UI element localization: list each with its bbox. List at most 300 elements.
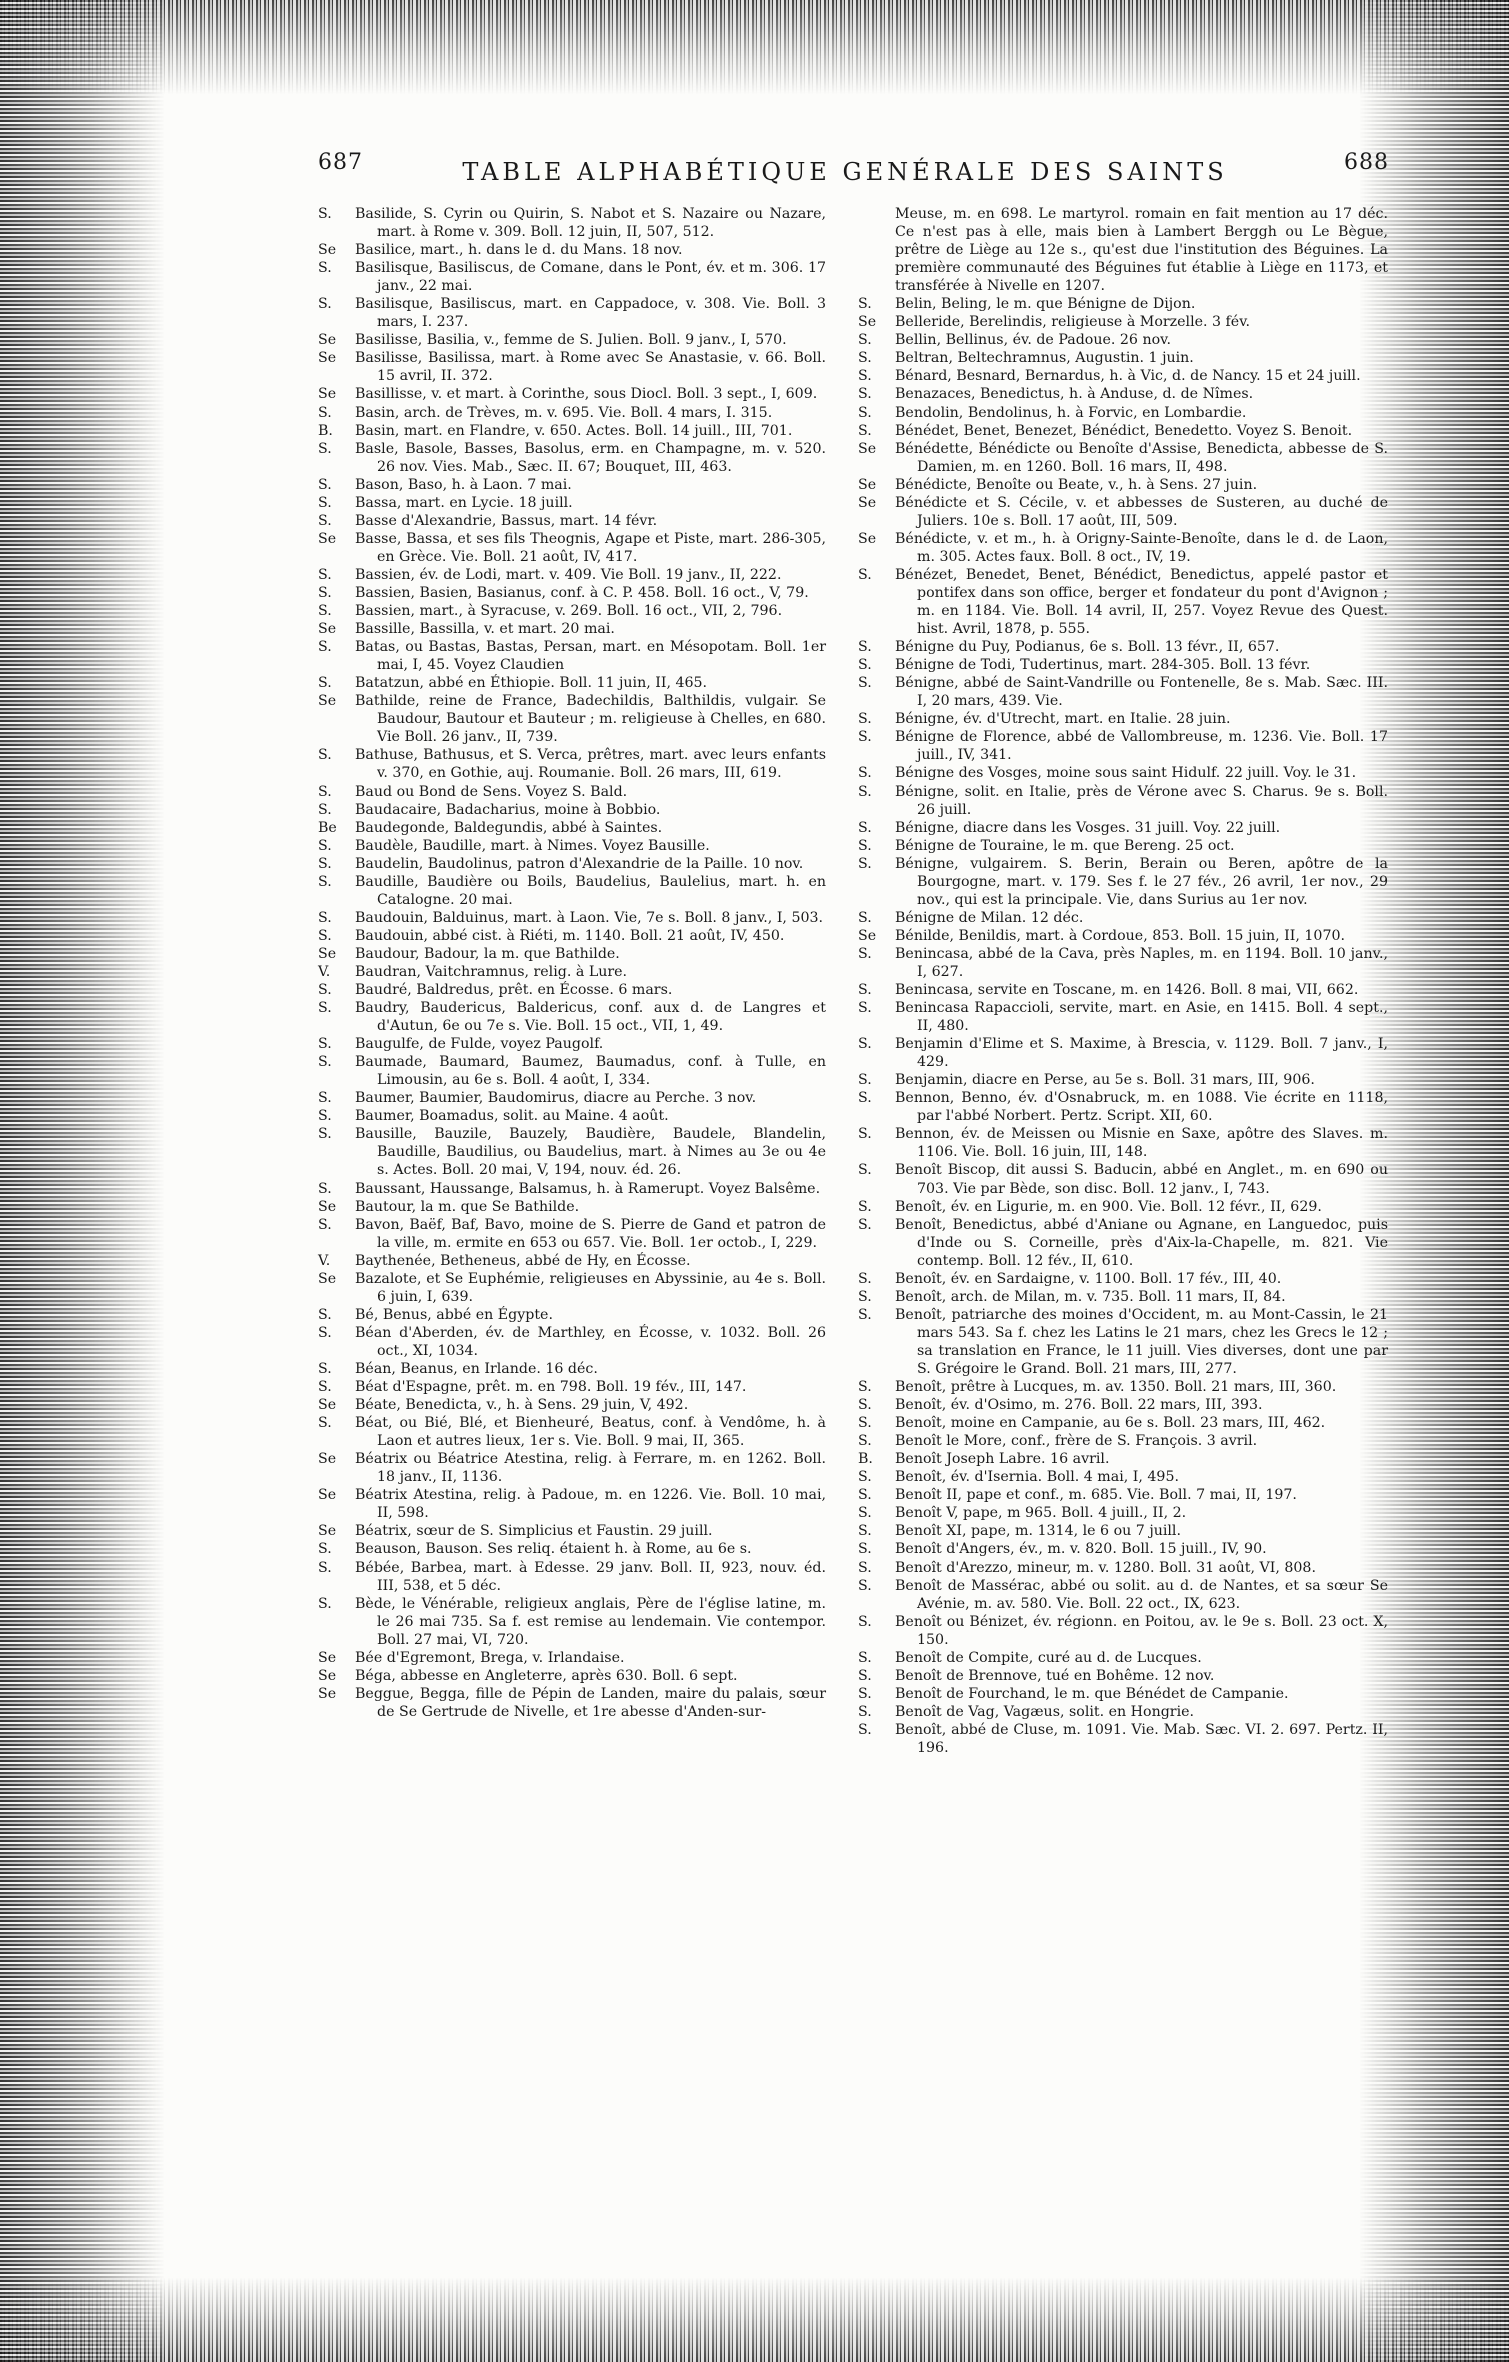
entry-text: Baudèle, Baudille, mart. à Nimes. Voyez Bausille.: [355, 837, 710, 854]
index-entry: [858, 566, 1388, 638]
entry-prefix: S.: [858, 332, 872, 349]
entry-prefix: S.: [318, 855, 332, 872]
entry-prefix: S.: [318, 1126, 332, 1143]
index-entry: [858, 855, 1388, 909]
entry-prefix: S.: [858, 1703, 872, 1720]
index-entry: [318, 873, 826, 909]
entry-text: Benoît d'Angers, év., m. v. 820. Boll. 15 juill., IV, 90.: [895, 1541, 1267, 1558]
entry-prefix: S.: [318, 512, 332, 529]
index-entry: [318, 566, 826, 584]
entry-text: Beltran, Beltechramnus, Augustin. 1 juin.: [895, 350, 1194, 367]
index-entry: [858, 349, 1388, 367]
entry-prefix: S.: [318, 206, 332, 222]
page-number-right: 688: [1344, 150, 1389, 175]
page-number-left: 687: [318, 150, 363, 175]
entry-text: Baythenée, Betheneus, abbé de Hy, en Écosse.: [355, 1252, 691, 1269]
entry-prefix: S.: [858, 296, 872, 313]
entry-text: Baudille, Baudière ou Boils, Baudelius, Baulelius, mart. h. en Catalogne. 20 mai.: [355, 873, 826, 908]
index-entry: [318, 1053, 826, 1089]
entry-prefix: S.: [318, 296, 332, 313]
entry-prefix: S.: [858, 1487, 872, 1504]
entry-text: Béan, Beanus, en Irlande. 16 déc.: [355, 1361, 598, 1377]
index-entry: [318, 638, 826, 674]
entry-prefix: S.: [858, 1541, 872, 1558]
index-entry: [318, 1107, 826, 1125]
entry-text: Meuse, m. en 698. Le martyrol. romain en fait mention au 17 déc. Ce n'est pas à elle, mais bien à Lambert Berggh ou Le Bègue, prêtre de Liège au 12e s., qu'est due l'institution des Béguines. La première communauté des Béguines fut établie à Liège en 1173, et transférée à Nivelle en 1207.: [895, 206, 1388, 295]
entry-prefix: Se: [858, 530, 877, 547]
index-entry: [318, 331, 826, 349]
entry-prefix: Se: [318, 1198, 337, 1215]
entry-text: Basilisse, Basilissa, mart. à Rome avec Se Anastasie, v. 66. Boll. 15 avril, II. 372.: [355, 350, 826, 385]
entry-text: Basilice, mart., h. dans le d. du Mans. 18 nov.: [355, 242, 683, 259]
entry-text: Basilisque, Basiliscus, mart. en Cappadoce, v. 308. Vie. Boll. 3 mars, I. 237.: [355, 296, 826, 331]
entry-text: Basin, mart. en Flandre, v. 650. Actes. Boll. 14 juill., III, 701.: [355, 422, 793, 439]
entry-prefix: S.: [858, 945, 872, 962]
entry-text: Batas, ou Bastas, Bastas, Persan, mart. en Mésopotam. Boll. 1er mai, I, 45. Voyez Claudien: [355, 639, 826, 674]
scan-noise-left: [0, 0, 165, 2362]
index-entry: [318, 927, 826, 945]
entry-text: Bénédicte et S. Cécile, v. et abbesses de Susteren, au duché de Juliers. 10e s. Boll. 17 août, III, 509.: [895, 494, 1388, 529]
entry-text: Benoît XI, pape, m. 1314, le 6 ou 7 juill.: [895, 1523, 1181, 1540]
index-entry: [858, 1450, 1388, 1468]
entry-text: Bénigne, diacre dans les Vosges. 31 juill. Voy. 22 juill.: [895, 819, 1281, 836]
entry-prefix: V.: [318, 963, 331, 980]
entry-text: Bénilde, Benildis, mart. à Cordoue, 853. Boll. 15 juin, II, 1070.: [895, 927, 1346, 944]
index-entry: [858, 819, 1388, 837]
index-entry: [318, 259, 826, 295]
scan-noise-top: [0, 0, 1509, 95]
index-entry: [858, 530, 1388, 566]
entry-prefix: S.: [858, 909, 872, 926]
entry-text: Bénigne, év. d'Utrecht, mart. en Italie. 28 juin.: [895, 711, 1231, 728]
entry-text: Benoît de Compite, curé au d. de Lucques.: [895, 1649, 1202, 1666]
index-entry: [318, 530, 826, 566]
entry-text: Benoît le More, conf., frère de S. François. 3 avril.: [895, 1433, 1258, 1450]
entry-prefix: S.: [858, 1198, 872, 1215]
entry-text: Béat d'Espagne, prêt. m. en 798. Boll. 19 fév., III, 147.: [355, 1379, 747, 1396]
index-entry: [858, 909, 1388, 927]
entry-prefix: S.: [858, 711, 872, 728]
index-entry: [858, 1486, 1388, 1504]
index-entry: [318, 783, 826, 801]
entry-prefix: S.: [858, 1433, 872, 1450]
entry-prefix: S.: [318, 1415, 332, 1432]
entry-prefix: S.: [318, 783, 332, 800]
entry-text: Bathilde, reine de France, Badechildis, Balthildis, vulgair. Se Baudour, Bautour et Bauteur ; m. religieuse à Chelles, en 680. Vie Boll. 26 janv., II, 739.: [355, 693, 826, 746]
index-entry: [318, 692, 826, 746]
entry-text: Baumade, Baumard, Baumez, Baumadus, conf. à Tulle, en Limousin, au 6e s. Boll. 4 août, I, 334.: [355, 1054, 826, 1089]
index-entry: [318, 602, 826, 620]
entry-prefix: S.: [318, 1090, 332, 1107]
entry-prefix: B.: [318, 422, 333, 439]
entry-prefix: S.: [318, 1180, 332, 1197]
index-entry: [318, 584, 826, 602]
entry-text: Benoît d'Arezzo, mineur, m. v. 1280. Boll. 31 août, VI, 808.: [895, 1559, 1316, 1576]
entry-prefix: S.: [318, 260, 332, 277]
entry-text: Benincasa Rapaccioli, servite, mart. en Asie, en 1415. Boll. 4 sept., II, 480.: [895, 1000, 1388, 1035]
index-entry: [318, 855, 826, 873]
index-entry: [318, 746, 826, 782]
entry-text: Bénédicte, v. et m., h. à Origny-Sainte-Benoîte, dans le d. de Laon, m. 305. Actes faux. Boll. 8 oct., IV, 19.: [895, 530, 1388, 565]
index-entry: [318, 1360, 826, 1378]
index-entry: [858, 981, 1388, 999]
entry-prefix: S.: [318, 1036, 332, 1053]
entry-prefix: S.: [858, 639, 872, 656]
entry-text: Bénigne, solit. en Italie, près de Vérone avec S. Charus. 9e s. Boll. 26 juill.: [895, 783, 1388, 818]
entry-prefix: S.: [318, 927, 332, 944]
entry-prefix: Se: [318, 621, 337, 638]
entry-prefix: S.: [858, 422, 872, 439]
entry-prefix: S.: [858, 1036, 872, 1053]
entry-text: Benoît, abbé de Cluse, m. 1091. Vie. Mab. Sæc. VI. 2. 697. Pertz. II, 196.: [895, 1721, 1388, 1756]
index-entry: [858, 837, 1388, 855]
entry-text: Benoît, év. en Sardaigne, v. 1100. Boll. 17 fév., III, 40.: [895, 1270, 1282, 1287]
index-entry: [858, 385, 1388, 403]
entry-text: Béatrix, sœur de S. Simplicius et Faustin. 29 juill.: [355, 1523, 713, 1540]
entry-text: Bénigne des Vosges, moine sous saint Hidulf. 22 juill. Voy. le 31.: [895, 765, 1357, 782]
entry-text: Benoît Joseph Labre. 16 avril.: [895, 1451, 1110, 1468]
entry-text: Benincasa, abbé de la Cava, près Naples, m. en 1194. Boll. 10 janv., I, 627.: [895, 945, 1388, 980]
entry-prefix: S.: [318, 801, 332, 818]
entry-text: Bavon, Baëf, Baf, Bavo, moine de S. Pierre de Gand et patron de la ville, m. ermite en 653 ou 657. Vie. Boll. 1er octob., I, 229.: [355, 1216, 826, 1251]
entry-prefix: S.: [318, 1216, 332, 1233]
entry-prefix: S.: [318, 476, 332, 493]
entry-prefix: Se: [318, 693, 337, 710]
entry-text: Baudacaire, Badacharius, moine à Bobbio.: [355, 801, 661, 818]
index-entry: [318, 512, 826, 530]
entry-prefix: S.: [858, 404, 872, 421]
entry-prefix: S.: [318, 1541, 332, 1558]
entry-prefix: S.: [318, 909, 332, 926]
entry-prefix: Se: [858, 927, 877, 944]
index-entry: [858, 999, 1388, 1035]
index-entry: [858, 710, 1388, 728]
index-entry: [858, 1504, 1388, 1522]
entry-prefix: S.: [318, 639, 332, 656]
index-entry: [318, 1649, 826, 1667]
index-entry: [858, 1125, 1388, 1161]
entry-prefix: S.: [858, 1270, 872, 1287]
entry-text: Bennon, év. de Meissen ou Misnie en Saxe, apôtre des Slaves. m. 1106. Vie. Boll. 16 juin, III, 148.: [895, 1126, 1388, 1161]
index-entry: [318, 349, 826, 385]
entry-text: Benoît de Brennove, tué en Bohême. 12 nov.: [895, 1667, 1215, 1684]
index-entry: [858, 1468, 1388, 1486]
entry-text: Benazaces, Benedictus, h. à Anduse, d. de Nîmes.: [895, 386, 1254, 403]
index-entry: [858, 1667, 1388, 1685]
index-entry: [318, 1125, 826, 1179]
entry-text: Bendolin, Bendolinus, h. à Forvic, en Lombardie.: [895, 404, 1247, 421]
entry-prefix: S.: [858, 1667, 872, 1684]
entry-text: Bé, Benus, abbé en Égypte.: [355, 1306, 553, 1323]
entry-text: Basilide, S. Cyrin ou Quirin, S. Nabot et S. Nazaire ou Nazare, mart. à Rome v. 309. Boll. 12 juin, II, 507, 512.: [355, 206, 826, 241]
entry-text: Belin, Beling, le m. que Bénigne de Dijon.: [895, 296, 1196, 313]
entry-text: Baudegonde, Baldegundis, abbé à Saintes.: [355, 819, 663, 836]
index-entry: [318, 945, 826, 963]
entry-text: Benjamin d'Elime et S. Maxime, à Brescia, v. 1129. Boll. 7 janv., I, 429.: [895, 1036, 1388, 1071]
entry-text: Benoît, prêtre à Lucques, m. av. 1350. Boll. 21 mars, III, 360.: [895, 1379, 1337, 1396]
entry-text: Baudouin, abbé cist. à Riéti, m. 1140. Boll. 21 août, IV, 450.: [355, 927, 785, 944]
entry-text: Bason, Baso, h. à Laon. 7 mai.: [355, 476, 572, 493]
entry-text: Bausille, Bauzile, Bauzely, Baudière, Baudele, Blandelin, Baudille, Baudilius, ou Baudelius, mart. à Nimes au 3e ou 4e s. Actes. Boll. 20 mai, V, 194, nouv. éd. 26.: [355, 1126, 826, 1179]
entry-text: Bazalote, et Se Euphémie, religieuses en Abyssinie, au 4e s. Boll. 6 juin, I, 639.: [355, 1270, 826, 1305]
entry-prefix: S.: [858, 1090, 872, 1107]
entry-prefix: S.: [318, 873, 332, 890]
index-entry: [318, 295, 826, 331]
entry-prefix: S.: [858, 368, 872, 385]
entry-text: Bénédet, Benet, Benezet, Bénédict, Benedetto. Voyez S. Benoit.: [895, 422, 1353, 439]
entry-text: Bassille, Bassilla, v. et mart. 20 mai.: [355, 621, 615, 638]
entry-text: Benoît, patriarche des moines d'Occident, m. au Mont-Cassin, le 21 mars 543. Sa f. chez les Latins le 21 mars, chez les Grecs le 12 ; sa translation en France, le 11 juill. Vies diverses, dont une par S. Grégoire le Grand. Boll. 21 mars, III, 277.: [895, 1306, 1388, 1377]
entry-prefix: S.: [318, 1595, 332, 1612]
index-entry: [858, 494, 1388, 530]
entry-text: Béat, ou Bié, Blé, et Bienheuré, Beatus, conf. à Vendôme, h. à Laon et autres lieux, 1er s. Vie. Boll. 9 mai, II, 365.: [355, 1415, 826, 1450]
entry-text: Baugulfe, de Fulde, voyez Paugolf.: [355, 1036, 604, 1053]
index-entry: [858, 205, 1388, 295]
index-entry: [318, 494, 826, 512]
entry-text: Beauson, Bauson. Ses reliq. étaient h. à Rome, au 6e s.: [355, 1541, 752, 1558]
entry-text: Benoît, moine en Campanie, au 6e s. Boll. 23 mars, III, 462.: [895, 1415, 1326, 1432]
entry-text: Bellin, Bellinus, év. de Padoue. 26 nov.: [895, 332, 1171, 349]
index-entry: [858, 638, 1388, 656]
entry-text: Benoît ou Bénizet, év. régionn. en Poitou, av. le 9e s. Boll. 23 oct. X, 150.: [895, 1613, 1388, 1648]
entry-text: Benoît II, pape et conf., m. 685. Vie. Boll. 7 mai, II, 197.: [895, 1487, 1297, 1504]
entry-text: Benoît Biscop, dit aussi S. Baducin, abbé en Anglet., m. en 690 ou 703. Vie par Bède, son disc. Boll. 12 janv., I, 743.: [895, 1162, 1388, 1197]
entry-text: Belleride, Berelindis, religieuse à Morzelle. 3 fév.: [895, 314, 1251, 331]
entry-prefix: S.: [858, 1577, 872, 1594]
index-entry: [318, 476, 826, 494]
entry-text: Baudry, Baudericus, Baldericus, conf. aux d. de Langres et d'Autun, 6e ou 7e s. Vie. Boll. 15 oct., VII, 1, 49.: [355, 1000, 826, 1035]
entry-text: Basillisse, v. et mart. à Corinthe, sous Diocl. Boll. 3 sept., I, 609.: [355, 386, 818, 403]
entry-prefix: S.: [318, 1306, 332, 1323]
index-entry: [318, 1270, 826, 1306]
entry-text: Bénézet, Benedet, Benet, Bénédict, Benedictus, appelé pastor et pontifex dans son office, berger et fondateur du pont d'Avignon ; m. en 1184. Vie. Boll. 14 avril, II, 257. Voyez Revue des Quest. hist. Avril, 1878, p. 555.: [895, 566, 1388, 638]
entry-text: Baudouin, Balduinus, mart. à Laon. Vie, 7e s. Boll. 8 janv., I, 503.: [355, 909, 824, 926]
entry-prefix: Se: [318, 1270, 337, 1287]
index-entry: [318, 1324, 826, 1360]
entry-text: Baudour, Badour, la m. que Bathilde.: [355, 945, 620, 962]
index-entry: [858, 1414, 1388, 1432]
entry-prefix: S.: [318, 1054, 332, 1071]
entry-text: Bénigne de Touraine, le m. que Bereng. 25 oct.: [895, 837, 1235, 854]
entry-prefix: S.: [858, 1162, 872, 1179]
entry-text: Baussant, Haussange, Balsamus, h. à Ramerupt. Voyez Balsême.: [355, 1180, 821, 1197]
entry-prefix: Se: [318, 1451, 337, 1468]
index-entry: [318, 1450, 826, 1486]
entry-prefix: S.: [318, 1379, 332, 1396]
entry-text: Benoît, Benedictus, abbé d'Aniane ou Agnane, en Languedoc, puis d'Inde ou S. Corneille, près d'Aix-la-Chapelle, m. 821. Vie contemp. Boll. 12 fév., II, 610.: [895, 1216, 1388, 1269]
entry-prefix: Se: [318, 1667, 337, 1684]
right-column: [858, 205, 1388, 1757]
entry-text: Batatzun, abbé en Éthiopie. Boll. 11 juin, II, 465.: [355, 675, 708, 692]
entry-prefix: S.: [318, 404, 332, 421]
entry-prefix: S.: [858, 1306, 872, 1323]
entry-prefix: B.: [858, 1451, 873, 1468]
entry-prefix: S.: [858, 1649, 872, 1666]
entry-text: Basin, arch. de Trèves, m. v. 695. Vie. Boll. 4 mars, I. 315.: [355, 404, 773, 421]
index-entry: [858, 1396, 1388, 1414]
index-entry: [318, 801, 826, 819]
entry-prefix: Se: [318, 332, 337, 349]
entry-prefix: S.: [318, 603, 332, 620]
entry-text: Baumer, Baumier, Baudomirus, diacre au Perche. 3 nov.: [355, 1090, 757, 1107]
index-entry: [318, 1595, 826, 1649]
entry-prefix: Be: [318, 819, 337, 836]
entry-text: Bénigne du Puy, Podianus, 6e s. Boll. 13 févr., II, 657.: [895, 639, 1280, 656]
entry-text: Baudré, Baldredus, prêt. en Écosse. 6 mars.: [355, 982, 673, 999]
index-entry: [318, 404, 826, 422]
index-entry: [858, 783, 1388, 819]
index-entry: [858, 945, 1388, 981]
index-entry: [318, 440, 826, 476]
index-entry: [318, 422, 826, 440]
entry-text: Beggue, Begga, fille de Pépin de Landen, maire du palais, sœur de Se Gertrude de Nivelle, et 1re abesse d'Anden-sur-: [355, 1685, 826, 1720]
index-entry: [858, 1649, 1388, 1667]
index-entry: [858, 764, 1388, 782]
entry-text: Baumer, Boamadus, solit. au Maine. 4 août.: [355, 1108, 669, 1125]
entry-prefix: Se: [318, 530, 337, 547]
index-entry: [318, 999, 826, 1035]
left-column: [318, 205, 826, 1721]
index-entry: [318, 909, 826, 927]
index-entry: [858, 1378, 1388, 1396]
entry-prefix: S.: [858, 1505, 872, 1522]
index-entry: [858, 331, 1388, 349]
entry-prefix: S.: [318, 982, 332, 999]
entry-prefix: Se: [318, 1649, 337, 1666]
index-entry: [858, 1577, 1388, 1613]
entry-text: Bénigne, abbé de Saint-Vandrille ou Fontenelle, 8e s. Mab. Sæc. III. I, 20 mars, 439. Vie.: [895, 675, 1388, 710]
entry-text: Bassa, mart. en Lycie. 18 juill.: [355, 494, 573, 511]
index-entry: [858, 1559, 1388, 1577]
entry-prefix: S.: [318, 675, 332, 692]
entry-text: Bénigne de Florence, abbé de Vallombreuse, m. 1236. Vie. Boll. 17 juill., IV, 341.: [895, 729, 1388, 764]
index-entry: [318, 1306, 826, 1324]
entry-text: Bassien, év. de Lodi, mart. v. 409. Vie Boll. 19 janv., II, 222.: [355, 566, 782, 583]
entry-prefix: S.: [318, 747, 332, 764]
entry-prefix: S.: [858, 1523, 872, 1540]
index-entry: [858, 1035, 1388, 1071]
entry-prefix: S.: [318, 566, 332, 583]
index-entry: [318, 1180, 826, 1198]
index-entry: [318, 1559, 826, 1595]
entry-prefix: S.: [858, 1216, 872, 1233]
entry-text: Bassien, Basien, Basianus, conf. à C. P. 458. Boll. 16 oct., V, 79.: [355, 584, 809, 601]
entry-text: Bée d'Egremont, Brega, v. Irlandaise.: [355, 1649, 625, 1666]
index-entry: [858, 367, 1388, 385]
entry-text: Béan d'Aberden, év. de Marthley, en Écosse, v. 1032. Boll. 26 oct., XI, 1034.: [355, 1324, 826, 1359]
entry-prefix: S.: [858, 729, 872, 746]
entry-text: Basle, Basole, Basses, Basolus, erm. en Champagne, m. v. 520. 26 nov. Vies. Mab., Sæc. II. 67; Bouquet, III, 463.: [355, 440, 826, 475]
index-entry: [318, 620, 826, 638]
entry-text: Basse d'Alexandrie, Bassus, mart. 14 févr.: [355, 512, 658, 529]
entry-prefix: S.: [858, 1415, 872, 1432]
entry-prefix: S.: [858, 566, 872, 583]
entry-text: Béatrix ou Béatrice Atestina, relig. à Ferrare, m. en 1262. Boll. 18 janv., II, 1136.: [355, 1451, 826, 1486]
entry-text: Béga, abbesse en Angleterre, après 630. Boll. 6 sept.: [355, 1667, 738, 1684]
entry-text: Bénédicte, Benoîte ou Beate, v., h. à Sens. 27 juin.: [895, 476, 1258, 493]
index-entry: [318, 1685, 826, 1721]
entry-prefix: S.: [858, 675, 872, 692]
index-entry: [858, 1089, 1388, 1125]
entry-prefix: Se: [858, 476, 877, 493]
entry-prefix: S.: [858, 1613, 872, 1630]
entry-prefix: S.: [858, 819, 872, 836]
index-entry: [318, 963, 826, 981]
entry-text: Benoît, év. d'Osimo, m. 276. Boll. 22 mars, III, 393.: [895, 1397, 1263, 1414]
entry-prefix: S.: [858, 1469, 872, 1486]
entry-prefix: S.: [318, 1324, 332, 1341]
entry-prefix: S.: [858, 657, 872, 674]
entry-prefix: Se: [318, 1685, 337, 1702]
entry-text: Baudran, Vaitchramnus, relig. à Lure.: [355, 963, 628, 980]
entry-prefix: Se: [318, 1523, 337, 1540]
index-entry: [318, 1378, 826, 1396]
entry-text: Basilisse, Basilia, v., femme de S. Julien. Boll. 9 janv., I, 570.: [355, 332, 787, 349]
entry-prefix: Se: [858, 440, 877, 457]
index-entry: [858, 1721, 1388, 1757]
index-entry: [858, 1540, 1388, 1558]
entry-text: Bénigne, vulgairem. S. Berin, Berain ou Beren, apôtre de la Bourgogne, mart. v. 179. Ses f. le 27 fév., 26 avril, 1er nov., 29 nov., qui est la principale. Vie, dans Surius au 1er nov.: [895, 855, 1388, 908]
entry-text: Basse, Bassa, et ses fils Theognis, Agape et Piste, mart. 286-305, en Grèce. Vie. Boll. 21 août, IV, 417.: [355, 530, 826, 565]
entry-prefix: S.: [318, 1361, 332, 1377]
index-entry: [318, 1035, 826, 1053]
index-entry: [318, 1540, 826, 1558]
entry-prefix: Se: [318, 350, 337, 367]
entry-text: Benoît de Vag, Vagæus, solit. en Hongrie.: [895, 1703, 1195, 1720]
entry-prefix: S.: [858, 1288, 872, 1305]
index-entry: [318, 837, 826, 855]
entry-text: Benoît, arch. de Milan, m. v. 735. Boll. 11 mars, II, 84.: [895, 1288, 1286, 1305]
entry-text: Benoît de Fourchand, le m. que Bénédet de Campanie.: [895, 1685, 1289, 1702]
index-entry: [318, 241, 826, 259]
entry-text: Bénard, Besnard, Bernardus, h. à Vic, d. de Nancy. 15 et 24 juill.: [895, 368, 1361, 385]
index-entry: [858, 656, 1388, 674]
index-entry: [858, 1216, 1388, 1270]
entry-prefix: S.: [318, 494, 332, 511]
page-title: TABLE ALPHABÉTIQUE GENÉRALE DES SAINTS: [462, 158, 1228, 186]
entry-prefix: Se: [318, 242, 337, 259]
entry-text: Bénigne de Todi, Tudertinus, mart. 284-305. Boll. 13 févr.: [895, 657, 1311, 674]
entry-prefix: S.: [858, 765, 872, 782]
entry-text: Benincasa, servite en Toscane, m. en 1426. Boll. 8 mai, VII, 662.: [895, 982, 1359, 999]
entry-text: Benoît de Massérac, abbé ou solit. au d. de Nantes, et sa sœur Se Avénie, m. av. 580. Vie. Boll. 22 oct., IX, 623.: [895, 1577, 1388, 1612]
index-entry: [858, 404, 1388, 422]
entry-prefix: Se: [318, 1397, 337, 1414]
index-entry: [318, 1396, 826, 1414]
entry-text: Benoît, év. d'Isernia. Boll. 4 mai, I, 495.: [895, 1469, 1179, 1486]
index-entry: [858, 1270, 1388, 1288]
entry-text: Baudelin, Baudolinus, patron d'Alexandrie de la Paille. 10 nov.: [355, 855, 804, 872]
index-entry: [858, 1613, 1388, 1649]
index-entry: [858, 674, 1388, 710]
index-entry: [318, 385, 826, 403]
index-entry: [858, 927, 1388, 945]
index-entry: [858, 1198, 1388, 1216]
index-entry: [318, 1252, 826, 1270]
index-entry: [318, 674, 826, 692]
entry-text: Béate, Benedicta, v., h. à Sens. 29 juin, V, 492.: [355, 1397, 689, 1414]
index-entry: [318, 1522, 826, 1540]
entry-prefix: S.: [858, 1559, 872, 1576]
index-entry: [858, 1703, 1388, 1721]
index-entry: [858, 1306, 1388, 1378]
index-entry: [858, 313, 1388, 331]
index-entry: [858, 295, 1388, 313]
entry-text: Benjamin, diacre en Perse, au 5e s. Boll. 31 mars, III, 906.: [895, 1072, 1315, 1089]
index-entry: [858, 1685, 1388, 1703]
entry-prefix: S.: [858, 1072, 872, 1089]
index-entry: [858, 728, 1388, 764]
